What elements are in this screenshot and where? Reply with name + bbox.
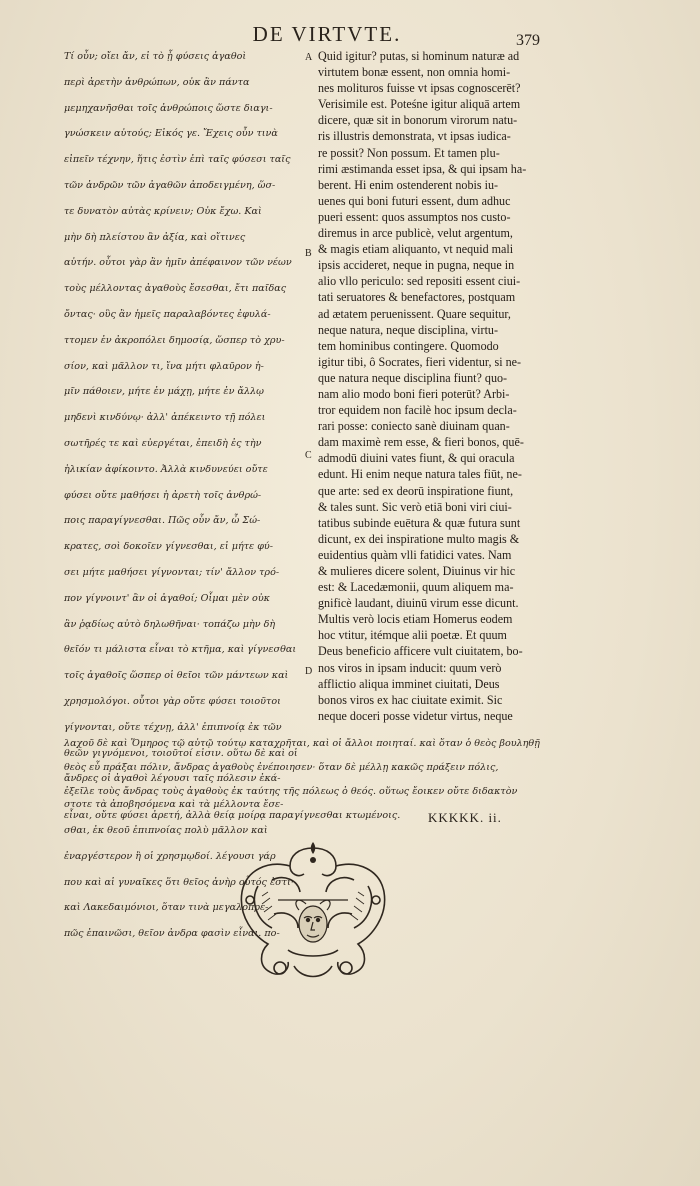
- latin-line: euidentius quàm vlli fatidici vates. Nam: [318, 547, 512, 562]
- greek-line: ἡλικίαν ἀφίκοιντο. Ἀλλὰ κινδυνεύει οὔτε: [64, 463, 268, 475]
- greek-line: ἐξεῖλε τοὺς ἄνδρας τοὺς ἀγαθοὺς ἐκ ταύτης τῆς πόλεως ὁ θεός. οὕτως ἔοικεν οὔτε διδακτὸν: [64, 786, 518, 797]
- greek-line: σθαι, ἐκ θεοῦ ἐπιπνοίας πολὺ μᾶλλον καὶ: [64, 824, 268, 836]
- latin-text-column: [318, 48, 548, 724]
- latin-line: tati seruatores & benefactores, postquam: [318, 290, 516, 305]
- greek-line: στοτε τὰ ἀποβησόμενα καὶ τὰ μέλλοντα ἔσε-: [64, 799, 284, 811]
- latin-line: afflictio aliqua imminet ciuitati, Deus: [318, 676, 500, 691]
- greek-line: εἶναι, οὔτε φύσει ἀρετή, ἀλλὰ θείᾳ μοίρᾳ παραγίγνεσθαι κτωμένοις.: [64, 810, 401, 821]
- latin-line: dicunt, ex dei inspiratione multo magis &: [318, 531, 520, 546]
- latin-line: ipsis accideret, neque in pugna, neque in: [318, 258, 515, 273]
- greek-full-width-text: [64, 732, 694, 828]
- greek-line: θεὸς εὖ πράξαι πόλιν, ἄνδρας ἀγαθοὺς ἐνέποιησεν· ὅταν δὲ μέλλῃ κακῶς πράξειν πόλις,: [64, 762, 499, 773]
- margin-marker-d: D: [305, 666, 313, 677]
- greek-line: λαχοῦ δὲ καὶ Ὅμηρος τῷ αὐτῷ τούτῳ καταχρῆται, καὶ οἱ ἄλλοι ποιηταί. καὶ ὅταν ὁ θεὸς βουληθῇ: [64, 738, 540, 749]
- latin-line: tatibus subinde euētura & quæ futura sunt: [318, 515, 521, 530]
- latin-line: est: & Lacedæmonii, quum aliquem ma-: [318, 580, 514, 595]
- latin-line: Quid igitur? putas, si hominum naturæ ad: [318, 49, 520, 63]
- greek-line: θεῖόν τι μάλιστα εἶναι τὸ κτῆμα, καὶ γίγνεσθαι: [64, 644, 297, 656]
- latin-line: rimi æstimanda esset ipsa, & qui ipsam ha-: [318, 161, 527, 176]
- greek-line: ττομεν ἐν ἀκροπόλει δημοσίᾳ, ὥσπερ τὸ χρυ-: [64, 334, 285, 346]
- latin-line: bonos viros ex hac ciuitate eximit. Sic: [318, 692, 503, 707]
- greek-line: μὴν δὴ πλείστου ἂν ἀξία, καὶ οἵτινες: [64, 231, 246, 243]
- greek-line: πῶς ἐπαινῶσι, θεῖον ἀνδρα φασὶν εἶναι. πο-: [64, 928, 280, 940]
- margin-marker-a: A: [305, 52, 313, 63]
- greek-line: χρησμολόγοι. οὗτοι γὰρ οὔτε φύσει τοιοῦτοι: [64, 695, 281, 707]
- greek-line: τῶν ἀνδρῶν τῶν ἀγαθῶν ἀποδειγμένη, ὥσ-: [64, 179, 276, 191]
- latin-line: pueri essent: quos assumptos nos custo-: [318, 209, 511, 224]
- greek-line: πον γίγνοιντ' ἂν οἱ ἀγαθοί; Οἶμαι μὲν οὐκ: [64, 592, 270, 604]
- latin-line: Multis verò locis etiam Homerus eodem: [318, 612, 513, 627]
- latin-line: ad ætatem peruenissent. Quare sequitur,: [318, 306, 511, 321]
- latin-line: que natura neque disciplina fiunt? quo-: [318, 370, 508, 385]
- latin-line: ris illustris demonstrata, vt ipsas iudica-: [318, 129, 511, 144]
- greek-line: ἐναργέστερον ἢ οἱ χρησμῳδοί. λέγουσι γάρ: [64, 850, 276, 862]
- latin-line: nam alio modo boni fieri poterūt? Arbi-: [318, 386, 510, 401]
- greek-line: ἄνδρες οἱ ἀγαθοὶ λέγουσι ταῖς πόλεσιν ἑκά-: [64, 773, 281, 785]
- greek-line: θεῶν γιγνόμενοι, τοιοῦτοί εἰσιν. οὕτω δὲ καὶ οἱ: [64, 747, 298, 759]
- latin-line: admodū diuini vates fiunt, & qui oracula: [318, 451, 515, 466]
- latin-line: tem hominibus contingere. Quomodo: [318, 338, 499, 353]
- latin-line: edunt. Hi enim neque natura tales fiūt, ne-: [318, 467, 522, 482]
- latin-line: Deus beneficio afficere vult ciuitatem, bo-: [318, 644, 523, 659]
- greek-line: τοῖς ἀγαθοῖς ὥσπερ οἱ θεῖοι τῶν μάντεων καὶ: [64, 670, 289, 682]
- signature-mark: KKKKK. ii.: [428, 810, 502, 825]
- latin-line: nes molituros fuisse vt ipsas cognoscerēt?: [318, 81, 521, 96]
- greek-line: εἰπεῖν τέχνην, ἥτις ἐστὶν ἐπὶ ταῖς φύσεσι ταῖς: [64, 154, 291, 166]
- latin-line: dam maximè rem esse, & fieri bonos, quē-: [318, 435, 524, 450]
- latin-line: virtutem bonæ essent, non omnia homi-: [318, 65, 511, 80]
- latin-line: diremus in arce publicè, velut argentum,: [318, 226, 513, 241]
- greek-line: ποις παραγίγνεσθαι. Πῶς οὖν ἄν, ὦ Σώ-: [64, 515, 261, 527]
- latin-line: alio vllo periculo: sed repositi essent ciui-: [318, 274, 521, 289]
- greek-line: σίον, καὶ μᾶλλον τι, ἵνα μήτι φλαῦρον ἡ-: [64, 360, 264, 372]
- greek-line: μηδενὶ κινδύνῳ· ἀλλ' ἀπέκειντο τῇ πόλει: [64, 412, 266, 424]
- latin-line: neque doceri posse videtur virtus, neque: [318, 708, 513, 723]
- greek-line: μῖν πάθοιεν, μήτε ἐν μάχῃ, μήτε ἐν ἄλλῳ: [64, 386, 264, 398]
- latin-line: rari posse: coniecto sanè diuinam quan-: [318, 419, 510, 434]
- latin-line: igitur tibi, ô Socrates, fieri videntur, si ne-: [318, 354, 522, 369]
- greek-line: κρατες, σοὶ δοκοῖεν γίγνεσθαι, εἰ μήτε φύ-: [64, 541, 273, 553]
- latin-line: que arte: sed ex deorū inspiratione fiunt,: [318, 483, 514, 498]
- running-title: DE VIRTVTE.: [252, 22, 402, 46]
- greek-line: γνώσκειν αὐτούς; Εἰκός γε. Ἔχεις οὖν τινὰ: [64, 128, 278, 140]
- latin-line: dicere, quæ sit in bonorum virorum natu-: [318, 113, 518, 128]
- greek-line: τοὺς μέλλοντας ἀγαθοὺς ἔσεσθαι, ἔτι παῖδας: [64, 283, 287, 295]
- greek-line: περὶ ἀρετὴν ἀνθρώπων, οὐκ ἂν πάντα: [64, 76, 250, 88]
- greek-line: καὶ Λακεδαιμόνιοι, ὅταν τινὰ μεγαλοπρε-: [64, 902, 269, 914]
- latin-line: re possit? Non possum. Et tamen plu-: [318, 145, 500, 160]
- ornament-tailpiece: [228, 840, 398, 990]
- latin-line: & mulieres dicere solent, Diuinus vir hic: [318, 564, 516, 578]
- latin-line: hoc vtitur, itémque alii poetæ. Et quum: [318, 628, 507, 643]
- latin-line: neque natura, neque disciplina, virtu-: [318, 322, 499, 337]
- latin-line: Verisimile est. Poteśne igitur aliquā artem: [318, 97, 521, 112]
- greek-line: ὄντας· οὓς ἂν ἡμεῖς παραλαβόντες ἐφυλά-: [64, 308, 271, 320]
- latin-line: & tales sunt. Sic verò etiā boni viri ciui-: [318, 499, 512, 514]
- greek-line: αὐτήν. οὗτοι γὰρ ἂν ἡμῖν ἀπέφαινον τῶν νέων: [64, 257, 292, 269]
- margin-marker-b: B: [305, 248, 312, 259]
- margin-marker-c: C: [305, 450, 312, 461]
- greek-line: ἂν ῥᾳδίως αὐτὸ δηλωθῆναι· τοπάζω μὴν δὴ: [64, 618, 276, 630]
- greek-line: σωτῆρές τε καὶ εὐεργέται, ἐπειδὴ ἐς τὴν: [64, 437, 262, 449]
- latin-line: berent. Hi enim ostenderent nobis iu-: [318, 177, 499, 192]
- greek-line: φύσει οὔτε μαθήσει ἡ ἀρετὴ τοῖς ἀνθρώ-: [64, 489, 262, 501]
- latin-line: tror equidem non facilè hoc ipsum decla-: [318, 403, 517, 418]
- greek-line: τε δυνατὸν αὐτὰς κρίνειν; Οὐκ ἔχω. Καὶ: [64, 205, 262, 217]
- greek-line: γίγνονται, οὔτε τέχνῃ, ἀλλ' ἐπιπνοίᾳ ἐκ τῶν: [64, 721, 282, 733]
- greek-line: Τί οὖν; οἴει ἄν, εἰ τὸ ᾗ φύσεις ἀγαθοὶ: [64, 51, 247, 62]
- greek-line: μεμηχανῆσθαι τοῖς ἀνθρώποις ὥστε διαγι-: [64, 102, 273, 114]
- latin-line: uenes qui boni futuri essent, dum adhuc: [318, 193, 511, 208]
- latin-line: nos viros in ipsam inducit: quum verò: [318, 660, 502, 675]
- greek-line: που καὶ αἱ γυναῖκες ὅτι θεῖος ἀνὴρ οὗτός ἐστι·: [64, 876, 294, 888]
- page-number: 379: [516, 32, 540, 49]
- latin-line: gnificè laudant, diuinū virum esse dicunt.: [318, 596, 519, 611]
- latin-line: & magis etiam aliquanto, vt nequid mali: [318, 242, 514, 257]
- greek-line: σει μήτε μαθήσει γίγνονται; τίν' ἄλλον τρό-: [64, 566, 280, 578]
